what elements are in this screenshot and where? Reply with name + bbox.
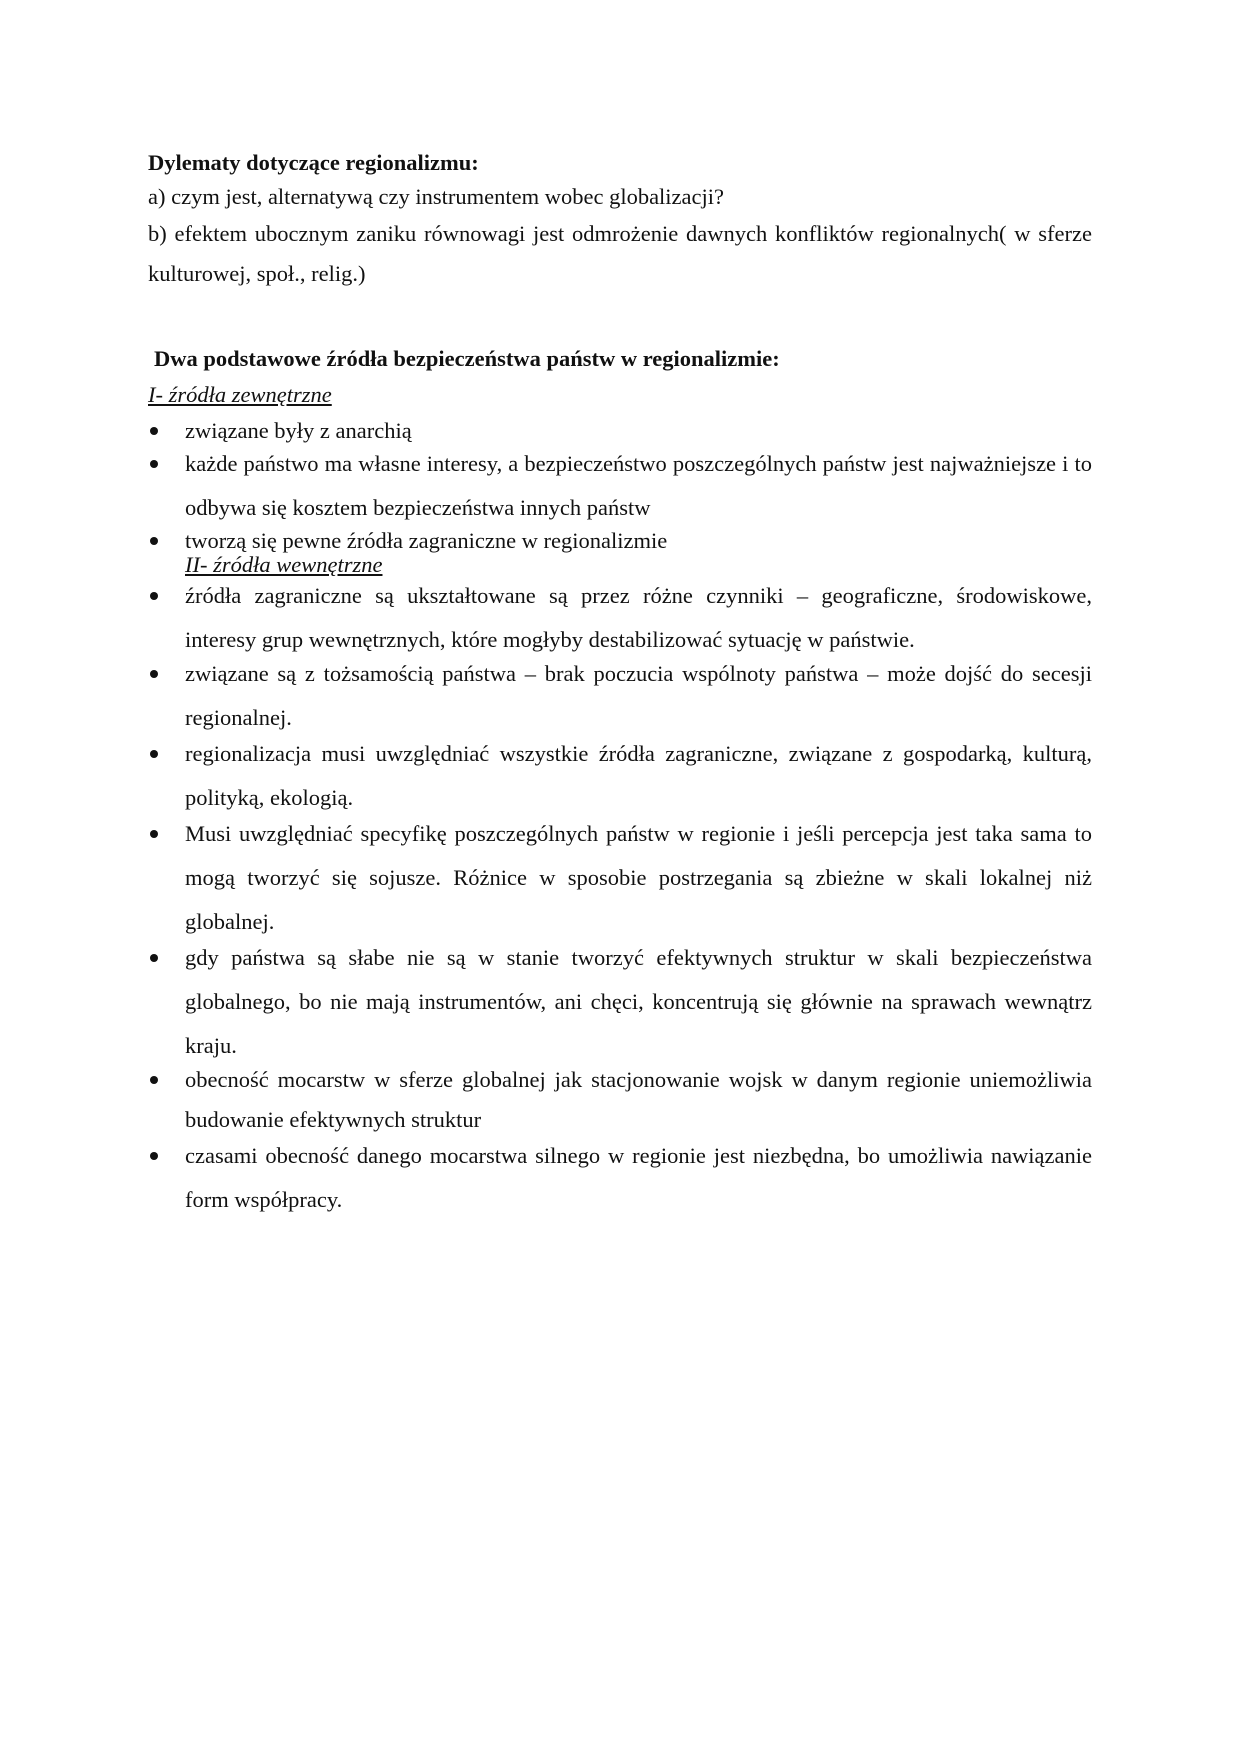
bullet-icon xyxy=(150,460,158,468)
bullet-icon xyxy=(150,1152,158,1160)
section2-heading: Dwa podstawowe źródła bezpieczeństwa państw w regionalizmie: xyxy=(154,346,780,371)
document-page xyxy=(148,146,1092,1222)
list-item xyxy=(148,732,1092,820)
bullet-icon xyxy=(150,670,158,678)
list-item-text: związane są z tożsamością państwa – brak poczucia wspólnoty państwa – może dojść do secesji regionalnej. xyxy=(185,661,1092,730)
list-item-text: tworzą się pewne źródła zagraniczne w regionalizmie xyxy=(185,528,668,553)
list-item-text: obecność mocarstw w sferze globalnej jak stacjonowanie wojsk w danym regionie uniemożliwia budowanie efektywnych struktur xyxy=(185,1067,1092,1132)
dilemma-item-b: b) efektem ubocznym zaniku równowagi jest odmrożenie dawnych konfliktów regionalnych( w sferze kulturowej, społ., relig.) xyxy=(148,221,1092,286)
bullet-icon xyxy=(150,830,158,838)
section-gap xyxy=(148,294,1092,342)
list-item-text: związane były z anarchią xyxy=(185,418,412,443)
list-item xyxy=(148,442,1092,530)
list-item xyxy=(148,812,1092,944)
subheading-internal: II- źródła wewnętrzne xyxy=(185,552,383,577)
list-item xyxy=(148,526,1092,556)
list-item-text: gdy państwa są słabe nie są w stanie tworzyć efektywnych struktur w skali bezpieczeństwa globalnego, bo nie mają instrumentów, ani chęci, koncentrują się głównie na sprawach wewnątrz kraju. xyxy=(185,945,1092,1058)
list-item-text: regionalizacja musi uwzględniać wszystkie źródła zagraniczne, związane z gospodarką, kulturą, polityką, ekologią. xyxy=(185,741,1092,810)
subheading-external: I- źródła zewnętrzne xyxy=(148,382,332,407)
list-item-text: źródła zagraniczne są ukształtowane są przez różne czynniki – geograficzne, środowiskowe, interesy grup wewnętrznych, które mogłyby destabilizować sytuację w państwie. xyxy=(185,583,1092,652)
bullet-icon xyxy=(150,427,158,435)
list-item xyxy=(148,936,1092,1068)
list-item xyxy=(148,652,1092,740)
bullet-icon xyxy=(150,750,158,758)
list-item-text: Musi uwzględniać specyfikę poszczególnych państw w regionie i jeśli percepcja jest taka sama to mogą tworzyć się sojusze. Różnice w sposobie postrzegania są zbieżne w skali lokalnej niż globalnej. xyxy=(185,821,1092,934)
list-item xyxy=(148,1060,1092,1140)
section1-heading: Dylematy dotyczące regionalizmu: xyxy=(148,150,479,175)
bullet-list-external xyxy=(148,416,1092,556)
bullet-icon xyxy=(150,1076,158,1084)
bullet-icon xyxy=(150,537,158,545)
bullet-icon xyxy=(150,954,158,962)
bullet-icon xyxy=(150,592,158,600)
list-item-text: czasami obecność danego mocarstwa silnego w regionie jest niezbędna, bo umożliwia nawiązanie form współpracy. xyxy=(185,1143,1092,1212)
dilemma-item-a: a) czym jest, alternatywą czy instrumentem wobec globalizacji? xyxy=(148,184,725,209)
list-item xyxy=(148,574,1092,662)
bullet-list-internal xyxy=(148,574,1092,1222)
list-item xyxy=(148,1134,1092,1222)
list-item-text: każde państwo ma własne interesy, a bezpieczeństwo poszczególnych państw jest najważniejsze i to odbywa się kosztem bezpieczeństwa innych państw xyxy=(185,451,1092,520)
